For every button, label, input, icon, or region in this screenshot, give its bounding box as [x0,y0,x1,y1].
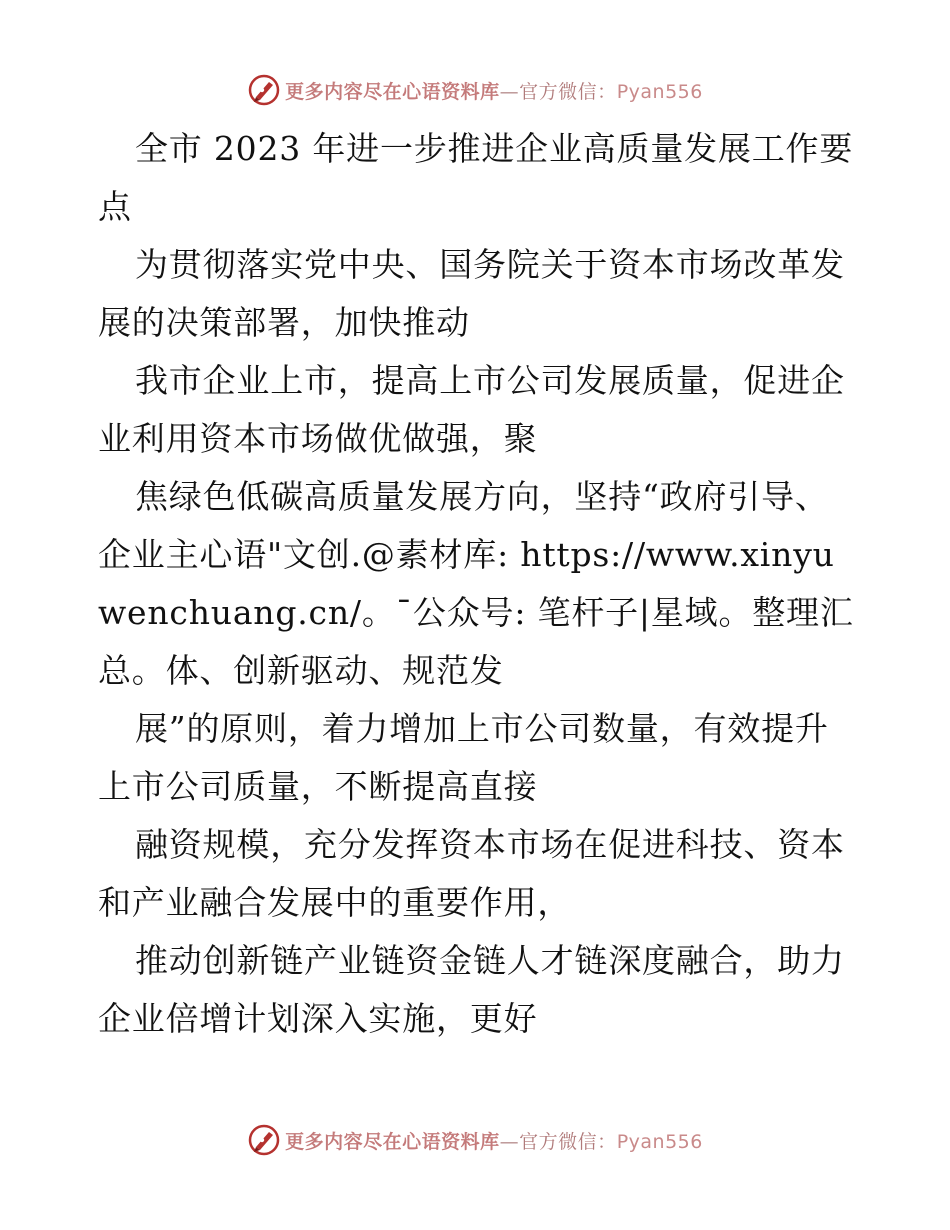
paragraph: 为贯彻落实党中央、国务院关于资本市场改革发展的决策部署，加快推动 [98,245,845,342]
paragraph: 焦绿色低碳高质量发展方向，坚持“政府引导、企业主心语"文创.@素材库: https://www.xinyuwenchuang.cn/。¯公众号: 笔杆子|星域。整理汇总。体、创新驱动、规范发 [98,477,854,690]
pen-logo-icon [247,1123,281,1157]
paragraph: 推动创新链产业链资金链人才链深度融合，助力企业倍增计划深入实施，更好 [98,941,845,1038]
header-banner [0,70,950,110]
footer-banner [0,1120,950,1160]
document-body [98,120,858,1048]
banner-separator: — [499,80,520,103]
header-banner-text [285,77,703,104]
banner-wechat-id: Pyan556 [616,80,703,103]
footer-banner-text [285,1127,703,1154]
banner-wechat-label: 官方微信： [519,1130,617,1153]
paragraph: 融资规模，充分发挥资本市场在促进科技、资本和产业融合发展中的重要作用， [98,825,845,922]
banner-wechat-id: Pyan556 [616,1130,703,1153]
paragraph: 我市企业上市，提高上市公司发展质量，促进企业利用资本市场做优做强，聚 [98,361,845,458]
banner-main-text: 更多内容尽在心语资料库 [285,1130,500,1153]
banner-wechat-label: 官方微信： [519,80,617,103]
paragraph: 展”的原则，着力增加上市公司数量，有效提升上市公司质量，不断提高直接 [98,709,829,806]
banner-main-text: 更多内容尽在心语资料库 [285,80,500,103]
banner-separator: — [499,1130,520,1153]
pen-logo-icon [247,73,281,107]
document-title: 全市 2023 年进一步推进企业高质量发展工作要点 [98,129,854,226]
